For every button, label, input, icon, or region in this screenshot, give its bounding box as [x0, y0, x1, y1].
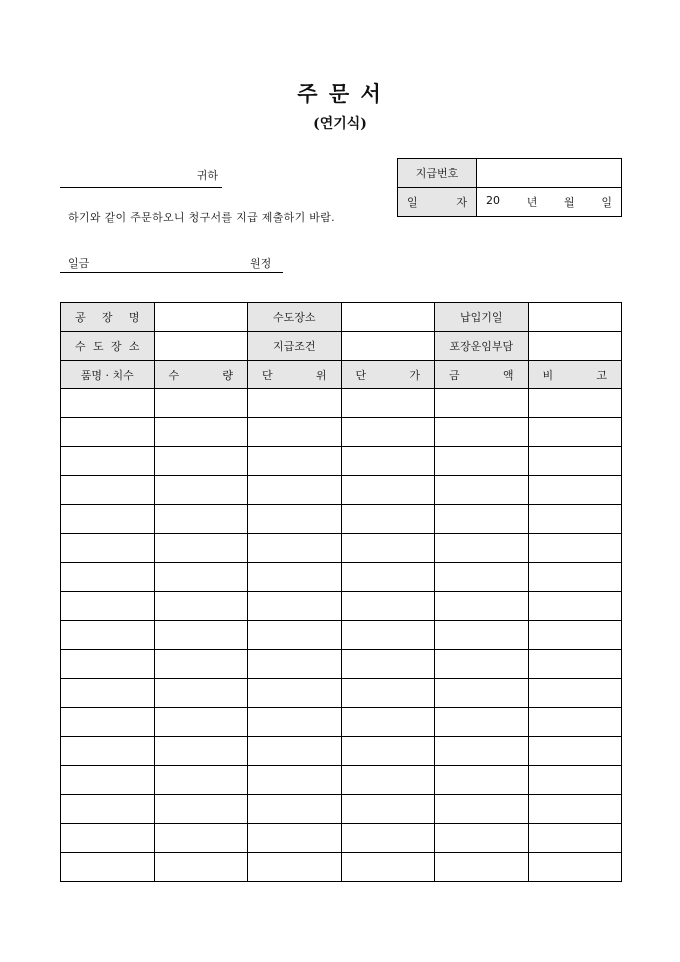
info-label-text: 수도장소	[272, 311, 316, 324]
info-label	[61, 303, 155, 332]
table-cell[interactable]	[154, 795, 248, 824]
info-value[interactable]	[528, 332, 622, 361]
info-value[interactable]	[154, 303, 248, 332]
info-label-text: 지급조건	[272, 340, 316, 353]
table-cell[interactable]	[528, 650, 622, 679]
table-cell[interactable]	[528, 621, 622, 650]
column-header-text: 단	[262, 368, 273, 382]
date-value[interactable]	[477, 188, 622, 217]
info-label-text: 장	[101, 311, 113, 324]
column-header	[61, 361, 155, 389]
table-row	[61, 447, 622, 476]
document-title: 주 문 서	[297, 81, 383, 106]
table-row	[61, 592, 622, 621]
info-label-text: 명	[128, 311, 140, 324]
column-header-text: 고	[596, 368, 607, 382]
info-label-text: 소	[128, 340, 140, 353]
info-value[interactable]	[528, 303, 622, 332]
table-cell[interactable]	[341, 766, 435, 795]
table-cell[interactable]	[61, 592, 155, 621]
table-cell[interactable]	[341, 389, 435, 418]
table-cell[interactable]	[341, 592, 435, 621]
table-cell[interactable]	[61, 679, 155, 708]
table-cell[interactable]	[61, 737, 155, 766]
column-header-text: 품명 · 치수	[80, 368, 134, 382]
column-header	[528, 361, 622, 389]
table-cell[interactable]	[341, 679, 435, 708]
table-cell[interactable]	[154, 447, 248, 476]
table-cell[interactable]	[154, 389, 248, 418]
table-cell[interactable]	[248, 795, 342, 824]
table-cell[interactable]	[61, 766, 155, 795]
table-cell[interactable]	[528, 505, 622, 534]
table-row	[61, 795, 622, 824]
info-label-text: 포장운임부담	[449, 340, 514, 353]
table-cell[interactable]	[435, 824, 529, 853]
table-cell[interactable]	[435, 795, 529, 824]
table-cell[interactable]	[528, 679, 622, 708]
table-row	[61, 534, 622, 563]
table-cell[interactable]	[61, 447, 155, 476]
column-header-text: 가	[409, 368, 420, 382]
info-label	[248, 303, 342, 332]
document-subtitle: (연기식)	[313, 116, 367, 132]
table-cell[interactable]	[248, 592, 342, 621]
table-cell[interactable]	[341, 737, 435, 766]
table-cell[interactable]	[528, 824, 622, 853]
column-header	[341, 361, 435, 389]
table-cell[interactable]	[528, 389, 622, 418]
table-row	[61, 389, 622, 418]
table-row	[61, 418, 622, 447]
table-row	[61, 737, 622, 766]
order-items-table	[60, 302, 622, 882]
info-label-text: 도	[92, 340, 104, 353]
table-cell[interactable]	[61, 795, 155, 824]
table-cell[interactable]	[341, 650, 435, 679]
column-header-text: 단	[355, 368, 367, 382]
table-cell[interactable]	[341, 476, 435, 505]
table-cell[interactable]	[248, 853, 342, 882]
table-cell[interactable]	[435, 853, 529, 882]
info-label	[61, 332, 155, 361]
table-cell[interactable]	[154, 621, 248, 650]
table-cell[interactable]	[61, 853, 155, 882]
order-no-label: 지급번호	[398, 159, 477, 188]
order-no-value[interactable]	[477, 159, 622, 188]
info-row	[61, 332, 622, 361]
table-cell[interactable]	[435, 447, 529, 476]
table-cell[interactable]	[528, 708, 622, 737]
table-cell[interactable]	[154, 505, 248, 534]
table-cell[interactable]	[248, 505, 342, 534]
table-cell[interactable]	[154, 737, 248, 766]
table-cell[interactable]	[341, 795, 435, 824]
info-label-text: 장	[110, 340, 122, 353]
table-cell[interactable]	[435, 418, 529, 447]
table-cell[interactable]	[248, 650, 342, 679]
table-row	[61, 708, 622, 737]
table-cell[interactable]	[61, 476, 155, 505]
table-cell[interactable]	[528, 563, 622, 592]
table-cell[interactable]	[248, 563, 342, 592]
addressee-line[interactable]	[60, 163, 222, 188]
table-cell[interactable]	[341, 505, 435, 534]
table-cell[interactable]	[154, 592, 248, 621]
table-cell[interactable]	[248, 389, 342, 418]
info-value[interactable]	[341, 303, 435, 332]
table-cell[interactable]	[528, 418, 622, 447]
table-cell[interactable]	[154, 476, 248, 505]
table-row	[61, 476, 622, 505]
table-cell[interactable]	[154, 766, 248, 795]
table-cell[interactable]	[61, 563, 155, 592]
table-cell[interactable]	[435, 621, 529, 650]
table-cell[interactable]	[435, 534, 529, 563]
table-cell[interactable]	[435, 563, 529, 592]
info-value[interactable]	[341, 332, 435, 361]
table-cell[interactable]	[248, 766, 342, 795]
order-meta-table	[397, 158, 622, 217]
table-cell[interactable]	[528, 447, 622, 476]
table-cell[interactable]	[528, 853, 622, 882]
table-cell[interactable]	[435, 766, 529, 795]
table-row	[61, 824, 622, 853]
column-header-row	[61, 361, 622, 389]
addressee-suffix: 귀하	[196, 169, 218, 182]
amount-line[interactable]	[60, 252, 283, 273]
info-label	[435, 303, 529, 332]
table-cell[interactable]	[435, 505, 529, 534]
table-cell[interactable]	[528, 795, 622, 824]
column-header-text: 량	[222, 368, 233, 382]
table-row	[61, 563, 622, 592]
date-month-unit: 월	[564, 196, 575, 209]
info-label	[435, 332, 529, 361]
table-cell[interactable]	[248, 679, 342, 708]
table-cell[interactable]	[528, 534, 622, 563]
table-cell[interactable]	[61, 621, 155, 650]
amount-suffix: 원정	[250, 257, 272, 270]
table-cell[interactable]	[61, 418, 155, 447]
table-row	[61, 853, 622, 882]
table-cell[interactable]	[61, 650, 155, 679]
table-cell[interactable]	[528, 592, 622, 621]
table-cell[interactable]	[435, 592, 529, 621]
table-cell[interactable]	[61, 534, 155, 563]
info-value[interactable]	[154, 332, 248, 361]
amount-prefix: 일금	[68, 257, 90, 270]
column-header	[154, 361, 248, 389]
table-row	[61, 679, 622, 708]
table-cell[interactable]	[61, 505, 155, 534]
table-cell[interactable]	[528, 737, 622, 766]
info-label	[248, 332, 342, 361]
info-label-text: 납입기일	[459, 311, 503, 324]
date-label	[398, 188, 477, 217]
table-cell[interactable]	[435, 389, 529, 418]
column-header	[248, 361, 342, 389]
table-cell[interactable]	[61, 708, 155, 737]
date-year-prefix: 20	[486, 194, 500, 207]
table-cell[interactable]	[154, 708, 248, 737]
order-notice: 하기와 같이 주문하오니 청구서를 지급 제출하기 바람.	[68, 211, 335, 224]
table-cell[interactable]	[248, 447, 342, 476]
table-cell[interactable]	[341, 563, 435, 592]
table-cell[interactable]	[154, 679, 248, 708]
column-header-text: 금	[449, 368, 460, 382]
column-header-text: 액	[502, 368, 514, 382]
table-cell[interactable]	[341, 824, 435, 853]
table-cell[interactable]	[341, 708, 435, 737]
table-cell[interactable]	[341, 447, 435, 476]
date-year-unit: 년	[526, 196, 538, 209]
info-label-text: 공	[75, 311, 86, 324]
table-cell[interactable]	[435, 476, 529, 505]
table-cell[interactable]	[435, 708, 529, 737]
table-cell[interactable]	[248, 824, 342, 853]
info-label-text: 수	[75, 340, 86, 353]
table-cell[interactable]	[154, 650, 248, 679]
table-cell[interactable]	[435, 650, 529, 679]
table-cell[interactable]	[435, 679, 529, 708]
table-cell[interactable]	[341, 621, 435, 650]
table-cell[interactable]	[61, 389, 155, 418]
table-cell[interactable]	[248, 708, 342, 737]
table-cell[interactable]	[248, 737, 342, 766]
table-cell[interactable]	[248, 476, 342, 505]
date-label-part: 자	[456, 196, 467, 209]
table-cell[interactable]	[154, 563, 248, 592]
date-label-part: 일	[407, 196, 418, 209]
table-cell[interactable]	[154, 418, 248, 447]
column-header-text: 비	[542, 368, 554, 382]
table-cell[interactable]	[528, 766, 622, 795]
table-cell[interactable]	[248, 534, 342, 563]
table-cell[interactable]	[154, 853, 248, 882]
table-cell[interactable]	[341, 418, 435, 447]
table-cell[interactable]	[435, 737, 529, 766]
table-cell[interactable]	[154, 534, 248, 563]
table-cell[interactable]	[154, 824, 248, 853]
table-cell[interactable]	[341, 534, 435, 563]
table-row	[61, 650, 622, 679]
table-cell[interactable]	[528, 476, 622, 505]
column-header-text: 수	[168, 368, 180, 382]
table-row	[61, 766, 622, 795]
table-row	[61, 621, 622, 650]
column-header	[435, 361, 529, 389]
date-day-unit: 일	[601, 196, 612, 209]
column-header-text: 위	[315, 368, 327, 382]
table-cell[interactable]	[248, 418, 342, 447]
table-row	[61, 505, 622, 534]
info-row	[61, 303, 622, 332]
table-cell[interactable]	[248, 621, 342, 650]
table-cell[interactable]	[341, 853, 435, 882]
table-cell[interactable]	[61, 824, 155, 853]
